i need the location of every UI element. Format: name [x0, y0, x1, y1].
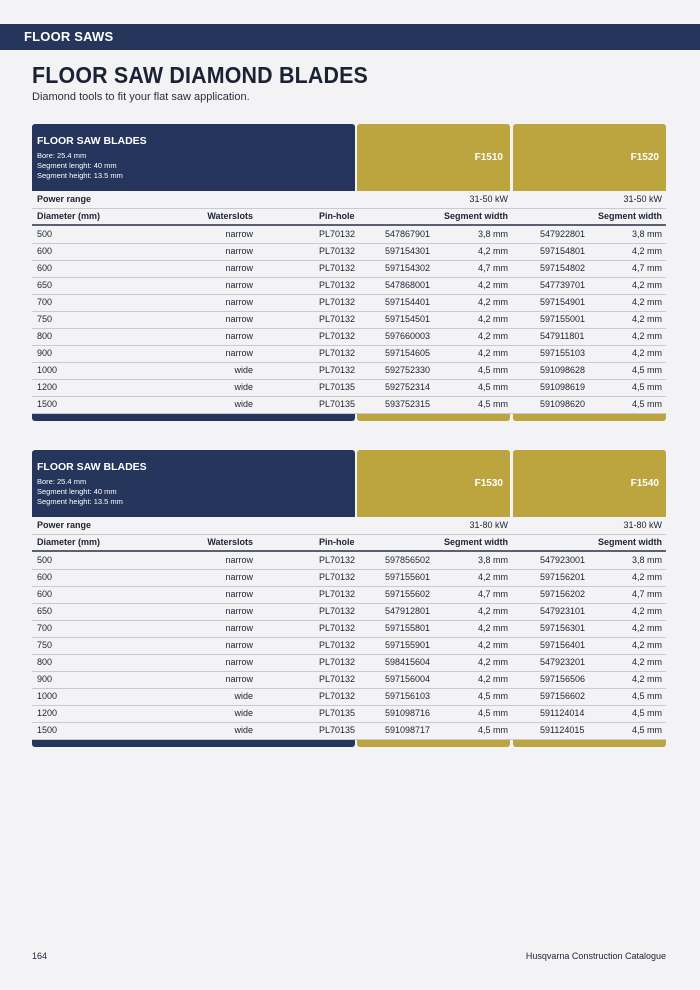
cell-diameter: 750: [37, 314, 53, 324]
table-row: [32, 637, 666, 655]
cell-diameter: 900: [37, 674, 53, 684]
cell-waterslots: narrow: [225, 280, 253, 290]
cell-segment-width: 4,5 mm: [631, 708, 662, 718]
cell-article-number: 547739701: [540, 280, 586, 290]
cell-article-number: 597156004: [385, 674, 431, 684]
cell-article-number: 597856502: [385, 555, 431, 565]
table-row: [32, 671, 666, 689]
cell-article-number: 597155601: [385, 572, 431, 582]
cell-article-number: 591124014: [540, 708, 585, 718]
cell-pinhole: PL70132: [319, 314, 356, 324]
cell-segment-width: 4,2 mm: [631, 572, 662, 582]
cell-segment-width: 4,2 mm: [477, 572, 508, 582]
table-row: [32, 705, 666, 723]
cell-diameter: 500: [37, 229, 53, 239]
cell-segment-width: 4,2 mm: [631, 314, 662, 324]
cell-diameter: 650: [37, 606, 53, 616]
cell-article-number: 597154401: [385, 297, 431, 307]
power-range-value: 31-50 kW: [623, 194, 662, 204]
cell-article-number: 597156506: [540, 674, 586, 684]
cell-segment-width: 4,5 mm: [631, 691, 662, 701]
table-row: [32, 345, 666, 363]
cell-waterslots: narrow: [225, 229, 253, 239]
cell-diameter: 800: [37, 331, 53, 341]
catalogue-name: Husqvarna Construction Catalogue: [525, 951, 666, 961]
blade-table-2: [32, 450, 666, 748]
cell-article-number: 597156202: [540, 589, 586, 599]
table-footer-bar: [513, 413, 666, 421]
cell-segment-width: 4,5 mm: [477, 725, 508, 735]
product-name: F1510: [474, 152, 503, 163]
cell-article-number: 597154301: [385, 246, 431, 256]
cell-segment-width: 4,2 mm: [477, 297, 508, 307]
cell-waterslots: narrow: [225, 263, 253, 273]
cell-segment-width: 3,8 mm: [631, 229, 662, 239]
cell-article-number: 591098628: [540, 365, 586, 375]
cell-waterslots: wide: [234, 365, 253, 375]
cell-article-number: 547867901: [385, 229, 431, 239]
cell-diameter: 800: [37, 657, 53, 667]
cell-segment-width: 4,2 mm: [477, 623, 508, 633]
spec-segment-height: Segment height: 13.5 mm: [37, 497, 123, 506]
cell-article-number: 598415604: [385, 657, 431, 667]
cell-pinhole: PL70132: [319, 572, 356, 582]
cell-segment-width: 4,5 mm: [477, 399, 508, 409]
cell-article-number: 597156201: [540, 572, 586, 582]
table-footer-bar: [513, 739, 666, 747]
power-range-value: 31-80 kW: [623, 520, 662, 530]
col-pinhole: Pin-hole: [319, 537, 355, 547]
power-range-label: Power range: [37, 194, 92, 204]
page-subtitle: Diamond tools to fit your flat saw application.: [32, 91, 250, 103]
cell-segment-width: 4,2 mm: [477, 640, 508, 650]
col-segment-width: Segment width: [597, 211, 662, 221]
col-segment-width: Segment width: [443, 537, 508, 547]
cell-article-number: 547922801: [540, 229, 586, 239]
cell-segment-width: 4,2 mm: [477, 606, 508, 616]
col-waterslots: Waterslots: [207, 537, 253, 547]
cell-pinhole: PL70132: [319, 555, 356, 565]
table-row: [32, 603, 666, 621]
cell-pinhole: PL70132: [319, 674, 356, 684]
table-footer-bar: [357, 413, 510, 421]
table-row: [32, 654, 666, 672]
spec-bore: Bore: 25.4 mm: [37, 477, 87, 486]
cell-segment-width: 4,2 mm: [631, 246, 662, 256]
table-header: [32, 450, 666, 517]
column-header-row: [32, 208, 666, 226]
cell-article-number: 597660003: [385, 331, 431, 341]
blade-table-1: [32, 124, 666, 422]
cell-diameter: 600: [37, 572, 53, 582]
cell-pinhole: PL70132: [319, 606, 356, 616]
cell-article-number: 597155801: [385, 623, 431, 633]
table-row: [32, 362, 666, 380]
product-name: F1520: [630, 152, 659, 163]
table-header: [32, 124, 666, 191]
power-range-row: [32, 517, 666, 535]
cell-waterslots: narrow: [225, 331, 253, 341]
column-header-row: [32, 534, 666, 552]
table-footer-bar: [32, 413, 355, 421]
cell-segment-width: 4,5 mm: [477, 365, 508, 375]
table-row: [32, 328, 666, 346]
cell-waterslots: narrow: [225, 348, 253, 358]
cell-segment-width: 4,2 mm: [631, 623, 662, 633]
cell-article-number: 597155602: [385, 589, 431, 599]
cell-segment-width: 4,5 mm: [477, 382, 508, 392]
cell-pinhole: PL70132: [319, 365, 356, 375]
product-header-f1520: [513, 124, 666, 191]
cell-pinhole: PL70135: [319, 382, 356, 392]
table-row: [32, 586, 666, 604]
cell-waterslots: narrow: [225, 555, 253, 565]
cell-waterslots: narrow: [225, 297, 253, 307]
table-footer-bar: [357, 739, 510, 747]
cell-waterslots: narrow: [225, 623, 253, 633]
cell-waterslots: narrow: [225, 314, 253, 324]
cell-article-number: 597156602: [540, 691, 586, 701]
cell-pinhole: PL70132: [319, 331, 356, 341]
table-row: [32, 722, 666, 740]
cell-waterslots: narrow: [225, 589, 253, 599]
spec-segment-length: Segment lenght: 40 mm: [37, 487, 117, 496]
cell-segment-width: 4,7 mm: [631, 263, 662, 273]
cell-segment-width: 4,7 mm: [477, 589, 508, 599]
cell-segment-width: 4,5 mm: [477, 708, 508, 718]
cell-segment-width: 4,5 mm: [631, 725, 662, 735]
cell-segment-width: 3,8 mm: [477, 555, 508, 565]
power-range-value: 31-50 kW: [469, 194, 508, 204]
cell-pinhole: PL70132: [319, 589, 356, 599]
cell-segment-width: 4,2 mm: [631, 657, 662, 667]
table-row: [32, 620, 666, 638]
product-header-f1510: [357, 124, 510, 191]
cell-segment-width: 3,8 mm: [477, 229, 508, 239]
cell-segment-width: 4,2 mm: [477, 674, 508, 684]
cell-segment-width: 4,5 mm: [631, 365, 662, 375]
cell-article-number: 547923201: [540, 657, 586, 667]
table-title: FLOOR SAW BLADES: [37, 461, 147, 473]
cell-pinhole: PL70132: [319, 246, 356, 256]
table-footer-bar: [32, 739, 355, 747]
section-label: FLOOR SAWS: [24, 29, 114, 44]
cell-article-number: 591098619: [540, 382, 586, 392]
cell-pinhole: PL70132: [319, 229, 356, 239]
cell-diameter: 500: [37, 555, 53, 565]
cell-article-number: 547923001: [540, 555, 586, 565]
cell-segment-width: 4,2 mm: [477, 246, 508, 256]
cell-segment-width: 4,2 mm: [477, 280, 508, 290]
cell-segment-width: 4,2 mm: [477, 331, 508, 341]
table-title: FLOOR SAW BLADES: [37, 135, 147, 147]
cell-article-number: 547868001: [385, 280, 431, 290]
power-range-value: 31-80 kW: [469, 520, 508, 530]
table-header-info: [32, 124, 355, 191]
cell-diameter: 1000: [37, 365, 58, 375]
cell-pinhole: PL70132: [319, 640, 356, 650]
cell-segment-width: 4,7 mm: [477, 263, 508, 273]
spec-bore: Bore: 25.4 mm: [37, 151, 87, 160]
cell-article-number: 597155103: [540, 348, 586, 358]
cell-waterslots: wide: [234, 725, 253, 735]
product-name: F1540: [630, 478, 659, 489]
cell-waterslots: narrow: [225, 640, 253, 650]
cell-article-number: 597154801: [540, 246, 586, 256]
cell-article-number: 591098620: [540, 399, 586, 409]
page-number: 164: [32, 951, 48, 961]
table-row: [32, 569, 666, 587]
cell-diameter: 650: [37, 280, 53, 290]
cell-segment-width: 4,5 mm: [631, 399, 662, 409]
table-row: [32, 294, 666, 312]
table-row: [32, 688, 666, 706]
cell-diameter: 1000: [37, 691, 58, 701]
col-diameter: Diameter (mm): [37, 211, 101, 221]
cell-article-number: 591124015: [540, 725, 585, 735]
cell-diameter: 900: [37, 348, 53, 358]
cell-article-number: 597154802: [540, 263, 586, 273]
table-row: [32, 260, 666, 278]
cell-article-number: 597156401: [540, 640, 586, 650]
cell-pinhole: PL70132: [319, 297, 356, 307]
cell-waterslots: wide: [234, 382, 253, 392]
cell-pinhole: PL70132: [319, 280, 356, 290]
cell-pinhole: PL70135: [319, 399, 356, 409]
cell-article-number: 597154901: [540, 297, 586, 307]
table-row: [32, 243, 666, 261]
cell-diameter: 750: [37, 640, 53, 650]
table-row: [32, 277, 666, 295]
cell-segment-width: 4,2 mm: [631, 640, 662, 650]
cell-segment-width: 4,7 mm: [631, 589, 662, 599]
cell-diameter: 600: [37, 263, 53, 273]
cell-segment-width: 4,2 mm: [477, 348, 508, 358]
cell-article-number: 547911801: [540, 331, 585, 341]
cell-waterslots: wide: [234, 691, 253, 701]
product-header-f1540: [513, 450, 666, 517]
table-row: [32, 396, 666, 414]
cell-waterslots: narrow: [225, 246, 253, 256]
cell-pinhole: PL70135: [319, 708, 356, 718]
cell-article-number: 597156301: [540, 623, 586, 633]
table-header-info: [32, 450, 355, 517]
spec-segment-length: Segment lenght: 40 mm: [37, 161, 117, 170]
cell-segment-width: 4,2 mm: [631, 674, 662, 684]
cell-article-number: 547912801: [385, 606, 431, 616]
cell-diameter: 600: [37, 589, 53, 599]
cell-article-number: 597155001: [540, 314, 586, 324]
cell-segment-width: 4,2 mm: [477, 657, 508, 667]
col-pinhole: Pin-hole: [319, 211, 355, 221]
col-segment-width: Segment width: [443, 211, 508, 221]
cell-segment-width: 4,5 mm: [631, 382, 662, 392]
cell-article-number: 597154501: [385, 314, 431, 324]
cell-pinhole: PL70135: [319, 725, 356, 735]
cell-article-number: 593752315: [385, 399, 431, 409]
table-row: [32, 552, 666, 570]
cell-segment-width: 4,2 mm: [631, 297, 662, 307]
table-row: [32, 226, 666, 244]
cell-diameter: 1200: [37, 708, 58, 718]
cell-segment-width: 4,2 mm: [631, 280, 662, 290]
cell-diameter: 1200: [37, 382, 58, 392]
spec-segment-height: Segment height: 13.5 mm: [37, 171, 123, 180]
cell-diameter: 600: [37, 246, 53, 256]
cell-article-number: 597156103: [385, 691, 431, 701]
cell-article-number: 597155901: [385, 640, 431, 650]
product-name: F1530: [474, 478, 503, 489]
cell-waterslots: wide: [234, 708, 253, 718]
cell-article-number: 591098717: [385, 725, 431, 735]
cell-article-number: 591098716: [385, 708, 431, 718]
cell-pinhole: PL70132: [319, 657, 356, 667]
cell-waterslots: wide: [234, 399, 253, 409]
col-waterslots: Waterslots: [207, 211, 253, 221]
page-title: FLOOR SAW DIAMOND BLADES: [32, 62, 369, 88]
table-row: [32, 379, 666, 397]
cell-segment-width: 4,2 mm: [631, 348, 662, 358]
cell-waterslots: narrow: [225, 657, 253, 667]
power-range-row: [32, 191, 666, 209]
cell-diameter: 700: [37, 623, 53, 633]
cell-article-number: 592752314: [385, 382, 431, 392]
cell-article-number: 547923101: [540, 606, 586, 616]
col-segment-width: Segment width: [597, 537, 662, 547]
cell-article-number: 592752330: [385, 365, 431, 375]
cell-segment-width: 4,5 mm: [477, 691, 508, 701]
cell-waterslots: narrow: [225, 606, 253, 616]
product-header-f1530: [357, 450, 510, 517]
cell-segment-width: 4,2 mm: [631, 331, 662, 341]
section-bar: [0, 24, 700, 50]
cell-diameter: 1500: [37, 399, 58, 409]
cell-waterslots: narrow: [225, 674, 253, 684]
cell-segment-width: 3,8 mm: [631, 555, 662, 565]
col-diameter: Diameter (mm): [37, 537, 101, 547]
cell-diameter: 700: [37, 297, 53, 307]
cell-segment-width: 4,2 mm: [477, 314, 508, 324]
cell-pinhole: PL70132: [319, 691, 356, 701]
cell-article-number: 597154302: [385, 263, 431, 273]
cell-diameter: 1500: [37, 725, 58, 735]
cell-article-number: 597154605: [385, 348, 431, 358]
cell-segment-width: 4,2 mm: [631, 606, 662, 616]
cell-pinhole: PL70132: [319, 348, 356, 358]
cell-pinhole: PL70132: [319, 263, 356, 273]
cell-waterslots: narrow: [225, 572, 253, 582]
table-row: [32, 311, 666, 329]
power-range-label: Power range: [37, 520, 92, 530]
cell-pinhole: PL70132: [319, 623, 356, 633]
